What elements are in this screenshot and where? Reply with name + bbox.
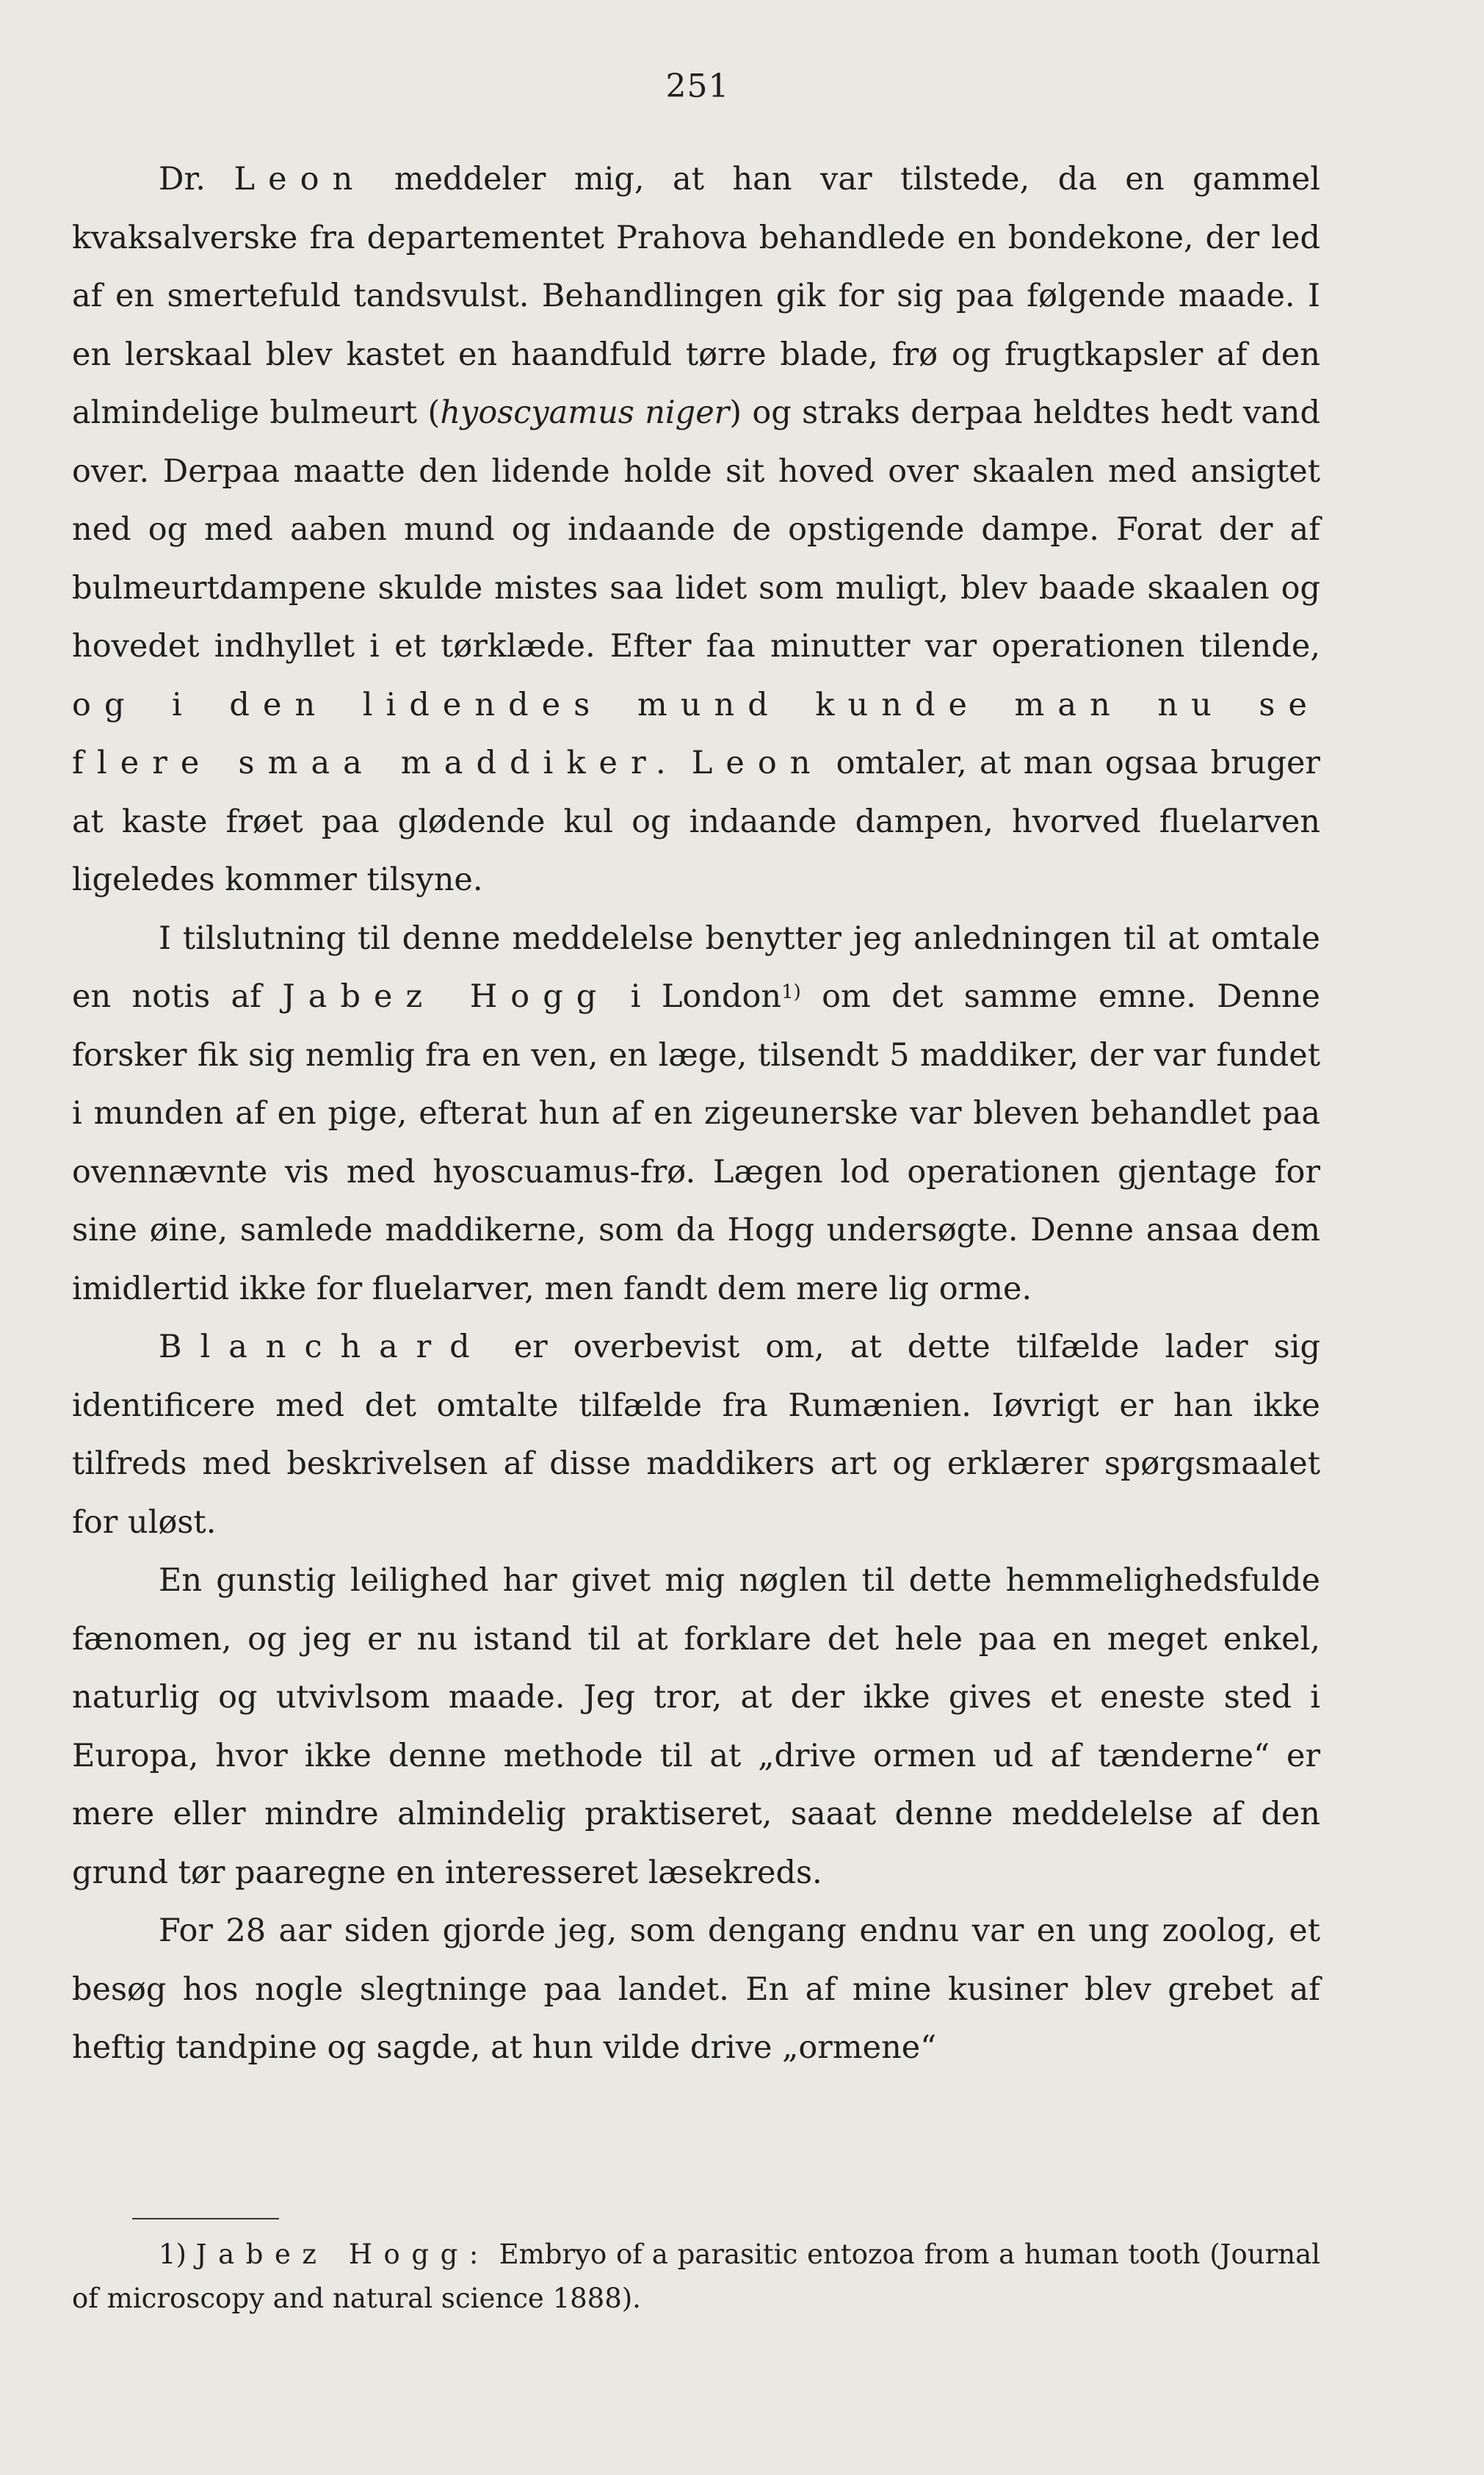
footnote-author: Jabez Hogg: xyxy=(195,2239,490,2270)
text-run: ) og straks derpaa heldtes hedt vand over. Derpaa maatte den lidende holde sit hoved over skaalen med ansigtet ned og med aaben mund og indaande de opstigende dampe. Forat der af bulmeurtdampene skulde mistes saa lidet som muligt, blev baade skaalen og hovedet indhyllet i et tørklæde. Efter faa minutter var operationen tilende, xyxy=(72,394,1321,665)
body-text xyxy=(72,151,1320,2078)
emphasized-phrase: og i den lidendes mund kunde man nu se flere smaa maddiker. xyxy=(72,686,1320,781)
page-number: 251 xyxy=(665,68,730,105)
footnote-marker: 1) xyxy=(159,2239,187,2270)
author-name-blanchard: Blanchard xyxy=(159,1329,488,1365)
text-run: I tilslutning til denne meddelelse benytter jeg anledningen til at omtale en notis af xyxy=(72,919,1320,1015)
paragraph-4 xyxy=(72,1552,1320,1902)
latin-species-name: hyoscyamus niger xyxy=(440,394,730,431)
text-run: En gunstig leilighed har givet mig nøglen til dette hemmelighedsfulde fænomen, og jeg er nu istand til at forklare det hele paa en meget enkel, naturlig og utvivlsom maade. Jeg tror, at der ikke gives et eneste sted i Europa, hvor ikke denne methode til at „drive ormen ud af tænderne“ er mere eller mindre almindelig praktiseret, saaat denne meddelelse af den grund tør paaregne en interesseret læsekreds. xyxy=(72,1562,1320,1891)
footnote-text: Embryo of a parasitic entozoa from a human tooth (Journal of microscopy and natural science 1888). xyxy=(72,2239,1321,2314)
author-name-hogg: Jabez Hogg xyxy=(282,978,610,1015)
text-run: om det samme emne. Denne forsker fik sig nemlig fra en ven, en læge, tilsendt 5 maddiker, der var fundet i munden af en pige, efterat hun af en zigeunerske var bleven behandlet paa ovennævnte vis med hyoscuamus-frø. Lægen lod operationen gjentage for sine øine, samlede maddikerne, som da Hogg undersøgte. Denne ansaa dem imidlertid ikke for fluelarver, men fandt dem mere lig orme. xyxy=(72,978,1320,1307)
footnote xyxy=(72,2233,1320,2321)
text-run xyxy=(679,745,692,781)
footnote-divider xyxy=(132,2218,279,2219)
text-run: er overbevist om, at dette tilfælde lader sig identificere med det omtalte tilfælde fra Rumænien. Iøvrigt er han ikke tilfreds med beskrivelsen af disse maddikers art og erklærer spørgsmaalet for uløst. xyxy=(72,1329,1320,1541)
paragraph-1 xyxy=(72,151,1320,910)
paragraph-2 xyxy=(72,910,1320,1319)
author-name-leon: Leon xyxy=(691,745,824,781)
text-run: i London xyxy=(609,978,782,1015)
author-name-leon: Leon xyxy=(234,161,366,198)
paragraph-5 xyxy=(72,1902,1320,2078)
text-run: Dr. xyxy=(159,161,234,198)
text-run: omtaler, at man ogsaa bruger at kaste frøet paa glødende kul og indaande dampen, hvorved fluelarven ligeledes kommer tilsyne. xyxy=(72,745,1320,898)
text-run: meddeler mig, at han var tilstede, da en gammel kvaksalverske fra departementet Prahova behandlede en bondekone, der led af en smertefuld tandsvulst. Behandlingen gik for sig paa følgende maade. I en lerskaal blev kastet en haandfuld tørre blade, frø og frugtkapsler af den almindelige bulmeurt ( xyxy=(72,161,1320,431)
text-run: For 28 aar siden gjorde jeg, som dengang endnu var en ung zoolog, et besøg hos nogle slegtninge paa landet. En af mine kusiner blev grebet af heftig tandpine og sagde, at hun vilde drive „ormene“ xyxy=(72,1912,1320,2066)
paragraph-3 xyxy=(72,1318,1320,1552)
footnote-reference: 1) xyxy=(781,981,801,1003)
